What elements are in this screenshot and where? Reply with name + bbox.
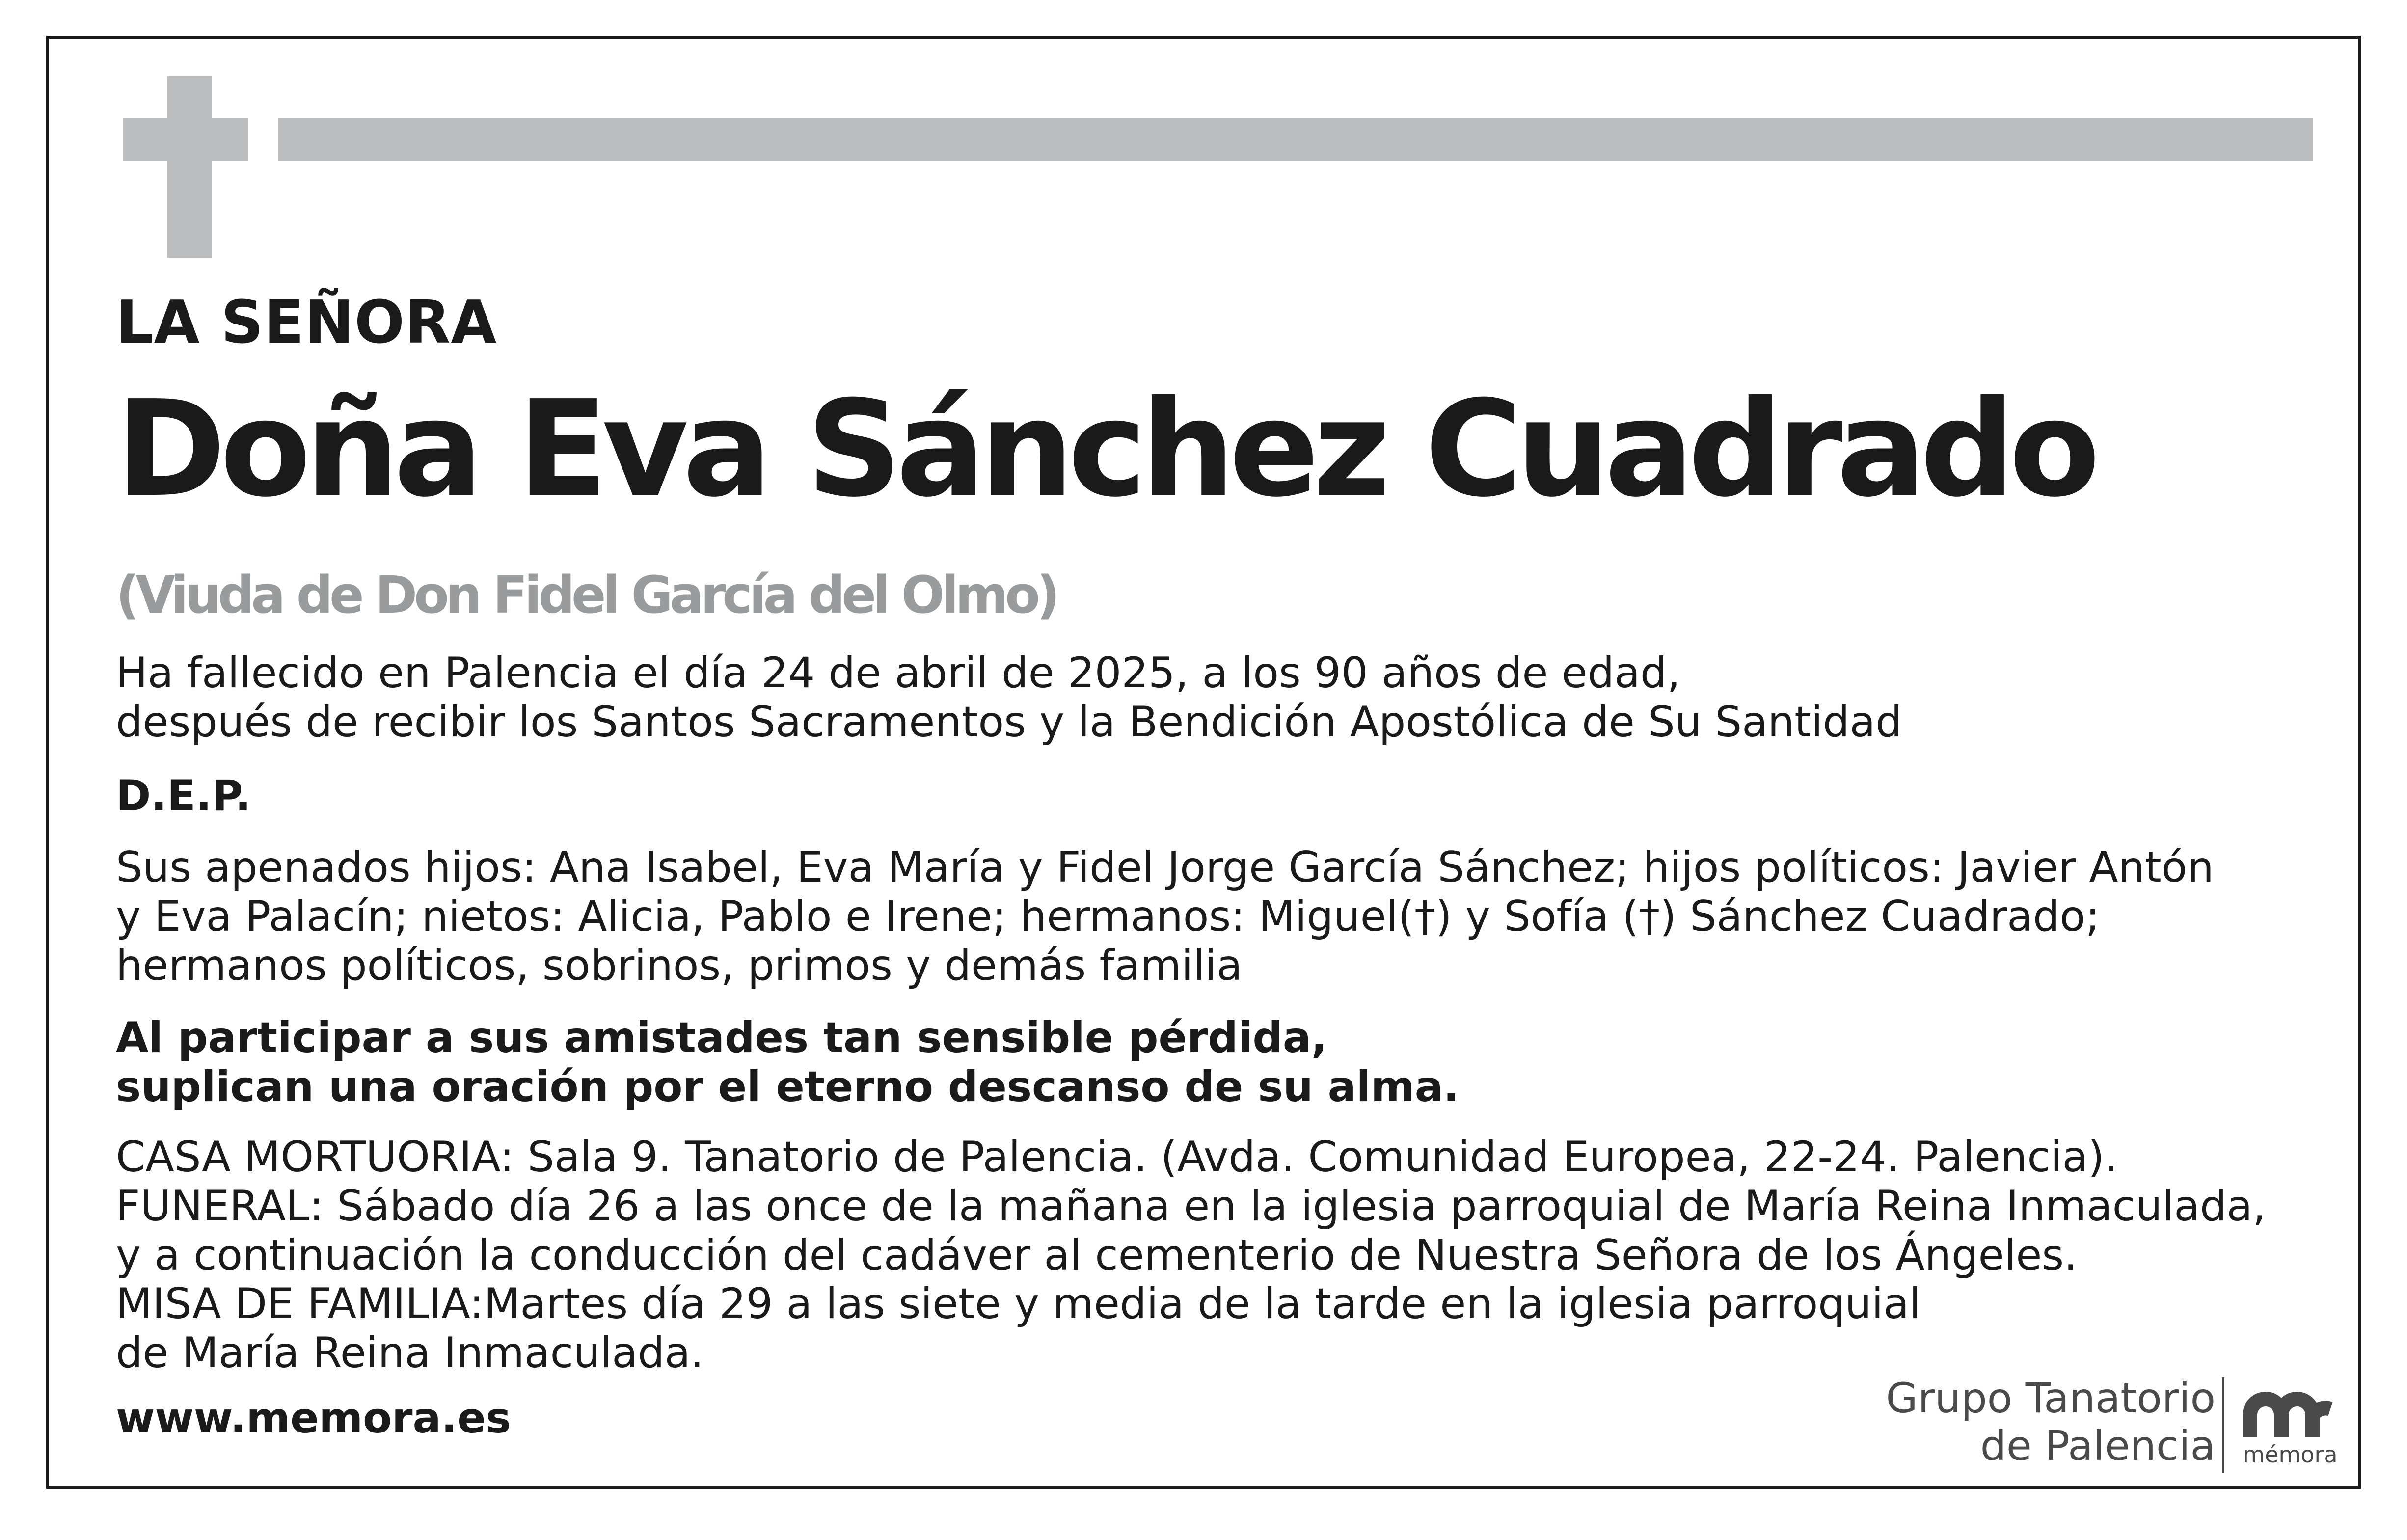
website-link[interactable]: www.memora.es [116, 1394, 511, 1443]
family-line: Sus apenados hijos: Ana Isabel, Eva María y Fidel Jorge García Sánchez; hijos políticos: Javier Antón [116, 843, 2214, 892]
funeral-home-line: de Palencia [1980, 1422, 2216, 1470]
dep-label: D.E.P. [116, 771, 251, 820]
plea-paragraph [116, 1014, 1459, 1112]
plea-line: Al participar a sus amistades tan sensible pérdida, [116, 1013, 1327, 1062]
cross-icon-arm [123, 118, 248, 161]
title-label: LA SEÑORA [116, 289, 497, 357]
announcement-line: Ha fallecido en Palencia el día 24 de abril de 2025, a los 90 años de edad, [116, 648, 1680, 698]
death-announcement [116, 649, 1902, 747]
family-paragraph [116, 843, 2214, 990]
footer-divider [2222, 1377, 2224, 1473]
family-line: hermanos políticos, sobrinos, primos y demás familia [116, 941, 1243, 990]
plea-line: suplican una oración por el eterno descanso de su alma. [116, 1062, 1460, 1111]
header-bar [278, 118, 2313, 161]
widow-subtitle: (Viuda de Don Fidel García del Olmo) [116, 565, 1057, 625]
memora-logo-icon [2241, 1389, 2339, 1438]
funeral-home-name [1886, 1375, 2216, 1470]
memora-logo-text: mémora [2243, 1441, 2338, 1468]
family-line: y Eva Palacín; nietos: Alicia, Pablo e Irene; hermanos: Miguel(†) y Sofía (†) Sánchez Cuadrado; [116, 892, 2100, 941]
cross-icon [167, 76, 212, 258]
service-details [116, 1133, 2266, 1378]
funeral-home-line: Grupo Tanatorio [1886, 1374, 2216, 1422]
details-line: de María Reina Inmaculada. [116, 1328, 704, 1378]
details-line: MISA DE FAMILIA:Martes día 29 a las siete y media de la tarde en la iglesia parroquial [116, 1279, 1921, 1329]
deceased-name: Doña Eva Sánchez Cuadrado [116, 372, 2095, 526]
details-line: FUNERAL: Sábado día 26 a las once de la mañana en la iglesia parroquial de María Reina Inmaculada, [116, 1181, 2266, 1231]
details-line: CASA MORTUORIA: Sala 9. Tanatorio de Palencia. (Avda. Comunidad Europea, 22-24. Palencia). [116, 1133, 2118, 1182]
details-line: y a continuación la conducción del cadáver al cementerio de Nuestra Señora de los Ángeles. [116, 1230, 2078, 1280]
announcement-line: después de recibir los Santos Sacramentos y la Bendición Apostólica de Su Santidad [116, 697, 1902, 747]
